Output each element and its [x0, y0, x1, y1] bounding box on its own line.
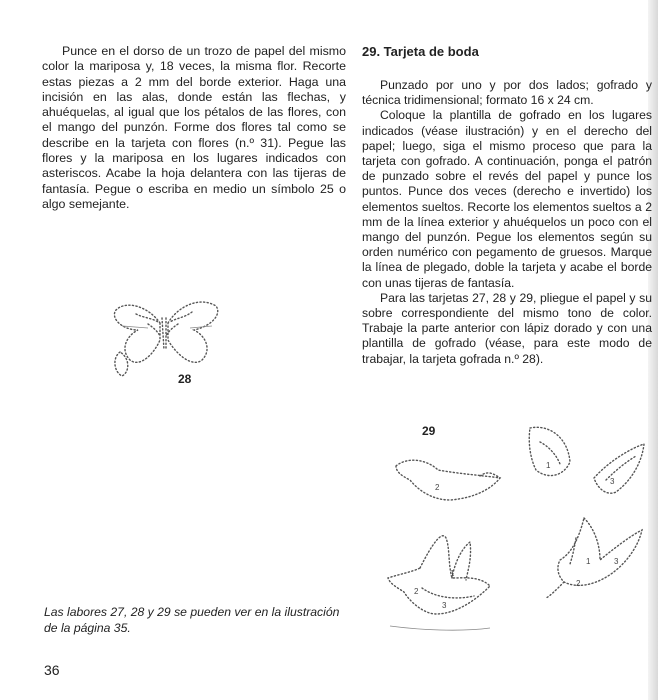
format-paragraph: Punzado por uno y por dos lados; gofrado y técnica tridimensional; formato 16 x 24 cm.: [362, 78, 652, 108]
fig29-part-2b: 2: [414, 587, 419, 596]
fig29-part-2c: 2: [576, 579, 581, 588]
fig29-part-1a: 1: [546, 461, 551, 470]
fig29-part-1c: 1: [586, 557, 591, 566]
figure-28-butterfly-pattern: [108, 288, 228, 388]
cards-paragraph: Para las tarjetas 27, 28 y 29, pliegue el papel y su sobre correspondiente del mismo tono de color. Trabaje la parte anterior con lápiz dorado y con una plantilla de gofrado (véase, para este modo de trabajar, la tarjeta gofrada n.º 28).: [362, 290, 652, 366]
right-column-text: [362, 78, 652, 367]
figure-29-dove-patterns: [380, 418, 650, 648]
section-heading: 29. Tarjeta de boda: [362, 44, 479, 59]
page-number: 36: [44, 662, 60, 678]
instructions-paragraph: Punce en el dorso de un trozo de papel del mismo color la mariposa y, 18 veces, la misma flor. Recorte estas piezas a 2 mm del borde exterior. Haga una incisión en las alas, donde están las flechas, y ahuéquelas, al igual que los pétalos de las flores, con el mango del punzón. Forme dos flores tal como se describe en la tarjeta con flores (n.º 31). Pegue las flores y la mariposa en los lugares indicados con asteriscos. Acabe la hoja delantera con las tijeras de fantasía. Pegue o escriba en medio un símbolo 25 o algo semejante.: [42, 44, 346, 211]
figure-28-label: 28: [178, 372, 192, 386]
fig29-part-3a: 3: [610, 477, 615, 486]
figure-caption: Las labores 27, 28 y 29 se pueden ver en la ilustración de la página 35.: [44, 605, 340, 635]
fig29-part-2a: 2: [435, 483, 440, 492]
fig29-part-3b: 3: [442, 601, 447, 610]
figure-29-label: 29: [422, 424, 436, 438]
fig29-part-1b: 1: [450, 569, 455, 578]
procedure-paragraph: Coloque la plantilla de gofrado en los lugares indicados (véase ilustración) y en el derecho del papel; luego, siga el mismo proceso que para la tarjeta con gofrado. A continuación, ponga el patrón de punzado sobre el revés del papel y punce los puntos. Punce dos veces (derecho e invertido) los elementos sueltos. Recorte los elementos sueltos a 2 mm de la línea exterior y ahuéquelos un poco con el mango del punzón. Pegue los elementos según su orden numérico con pegamento de gruesos. Marque la línea de plegado, doble la tarjeta y acabe el borde con unas tijeras de fantasía.: [362, 108, 652, 290]
fig29-part-3c: 3: [614, 557, 619, 566]
